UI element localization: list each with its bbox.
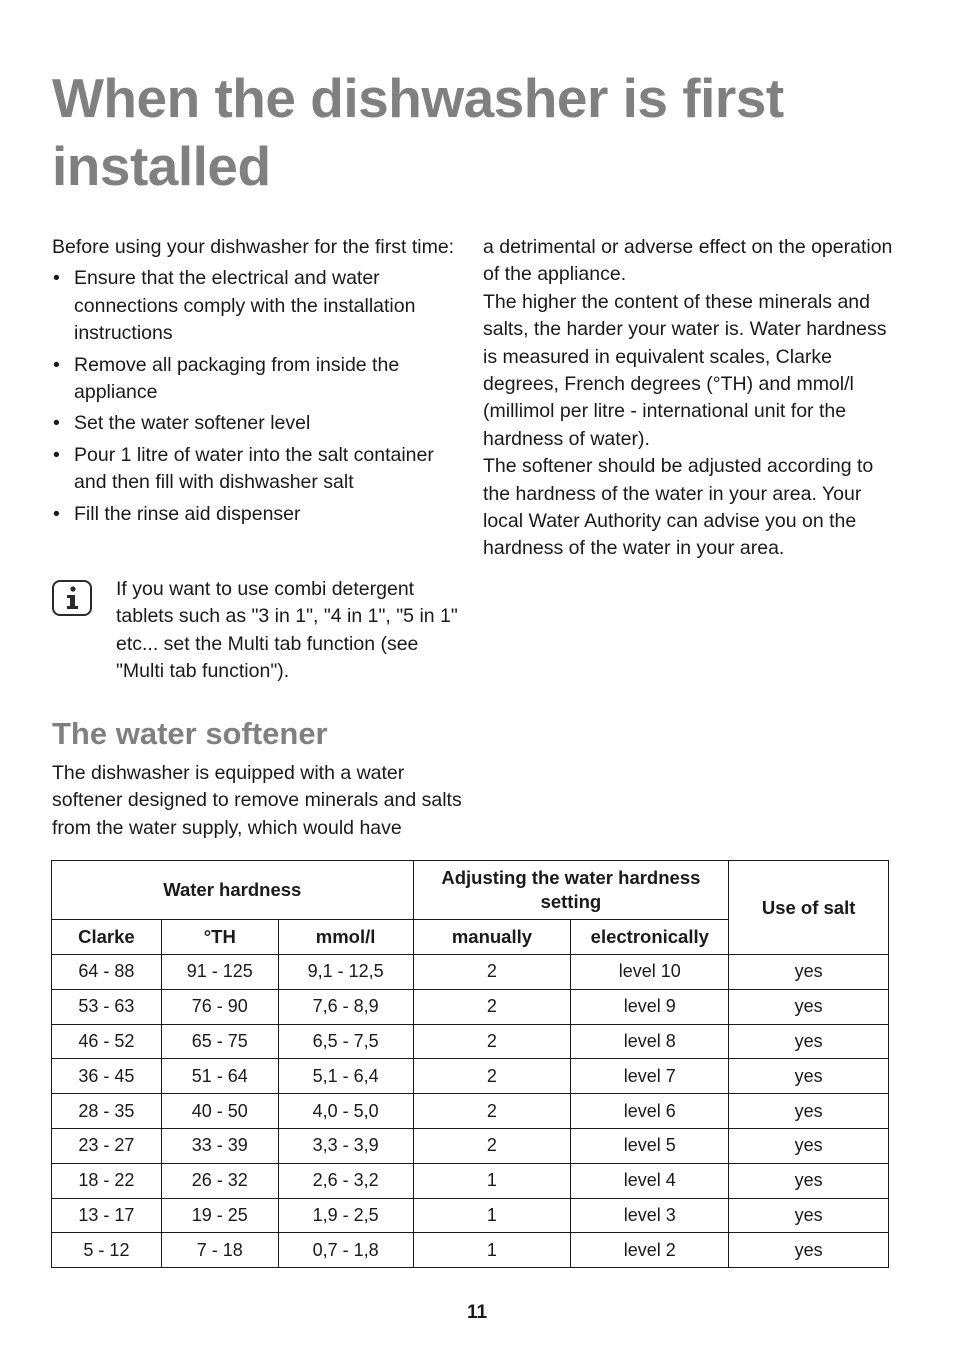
table-cell: 3,3 - 3,9 — [278, 1128, 413, 1163]
table-cell: 91 - 125 — [161, 955, 278, 990]
table-cell: level 6 — [571, 1094, 729, 1129]
header-adjusting: Adjusting the water hardness setting — [413, 861, 729, 920]
table-cell: yes — [729, 1163, 889, 1198]
table-cell: yes — [729, 1094, 889, 1129]
list-item: • Ensure that the electrical and water connections comply with the installation instructions — [53, 267, 416, 345]
table-cell: 1,9 - 2,5 — [278, 1198, 413, 1233]
table-cell: level 10 — [571, 955, 729, 990]
table-cell: 76 - 90 — [161, 989, 278, 1024]
bullet-icon: • — [53, 267, 60, 290]
table-cell: level 4 — [571, 1163, 729, 1198]
info-text: If you want to use combi detergent tablets such as "3 in 1", "4 in 1", "5 in 1" etc... set the Multi tab function (see "Multi tab function"). — [116, 578, 458, 683]
paragraph: The softener should be adjusted according to the hardness of the water in your area. Your local Water Authority can advise you on the hardness of the water in your area. — [483, 455, 874, 560]
paragraph: The higher the content of these minerals and salts, the harder your water is. Water hardness is measured in equivalent scales, Clarke degrees, French degrees (°TH) and mmol/l (millimol per litre - international unit for the hardness of water). — [483, 290, 887, 450]
table-cell: 2,6 - 3,2 — [278, 1163, 413, 1198]
water-hardness-table — [51, 860, 889, 1268]
table-cell: 64 - 88 — [52, 955, 162, 990]
table-cell: 53 - 63 — [52, 989, 162, 1024]
table-row — [52, 1233, 889, 1268]
table-cell: 2 — [413, 1059, 571, 1094]
page-number: 11 — [466, 1302, 488, 1323]
list-item: • Set the water softener level — [52, 410, 462, 437]
table-row — [52, 955, 889, 990]
checklist — [52, 265, 462, 528]
table-cell: 26 - 32 — [161, 1163, 278, 1198]
table-cell: 1 — [413, 1163, 571, 1198]
header-th: °TH — [161, 920, 278, 955]
header-clarke: Clarke — [52, 920, 162, 955]
table-cell: yes — [729, 1059, 889, 1094]
table-cell: level 2 — [571, 1233, 729, 1268]
table-cell: yes — [729, 1233, 889, 1268]
table-row — [52, 989, 889, 1024]
table-cell: yes — [729, 1024, 889, 1059]
table-cell: level 3 — [571, 1198, 729, 1233]
table-cell: 13 - 17 — [52, 1198, 162, 1233]
table-cell: 40 - 50 — [161, 1094, 278, 1129]
table-cell: yes — [729, 1128, 889, 1163]
table-row — [52, 1198, 889, 1233]
intro-text: Before using your dishwasher for the first time: — [52, 236, 455, 258]
table-cell: 18 - 22 — [52, 1163, 162, 1198]
table-cell: 51 - 64 — [161, 1059, 278, 1094]
table-cell: 2 — [413, 1094, 571, 1129]
table-cell: 2 — [413, 1024, 571, 1059]
table-cell: yes — [729, 955, 889, 990]
list-item: • Pour 1 litre of water into the salt container and then fill with dishwasher salt — [53, 443, 434, 494]
paragraph: a detrimental or adverse effect on the operation of the appliance. — [483, 236, 893, 286]
table-cell: 5,1 - 6,4 — [278, 1059, 413, 1094]
table-cell: level 5 — [571, 1128, 729, 1163]
info-icon — [52, 580, 92, 616]
header-use-of-salt: Use of salt — [729, 861, 889, 955]
header-electronically: electronically — [571, 920, 729, 955]
table-cell: 1 — [413, 1233, 571, 1268]
table-cell: 2 — [413, 955, 571, 990]
table-cell: 7,6 - 8,9 — [278, 989, 413, 1024]
header-manually: manually — [413, 920, 571, 955]
table-cell: 33 - 39 — [161, 1128, 278, 1163]
table-cell: 19 - 25 — [161, 1198, 278, 1233]
table-cell: level 8 — [571, 1024, 729, 1059]
table-cell: 36 - 45 — [52, 1059, 162, 1094]
bullet-icon: • — [53, 412, 60, 435]
list-item: • Fill the rinse aid dispenser — [52, 501, 462, 528]
right-column — [483, 234, 903, 563]
table-cell: 1 — [413, 1198, 571, 1233]
softener-intro: The dishwasher is equipped with a water softener designed to remove minerals and salts from the water supply, which would have — [52, 762, 462, 839]
section-heading: The water softener — [52, 716, 328, 751]
table-cell: 6,5 - 7,5 — [278, 1024, 413, 1059]
table-row — [52, 1059, 889, 1094]
table-cell: 4,0 - 5,0 — [278, 1094, 413, 1129]
table-row — [52, 1024, 889, 1059]
bullet-icon: • — [53, 502, 60, 525]
table-cell: 46 - 52 — [52, 1024, 162, 1059]
header-water-hardness: Water hardness — [52, 861, 414, 920]
table-row — [52, 1128, 889, 1163]
table-cell: 2 — [413, 1128, 571, 1163]
table-row — [52, 1094, 889, 1129]
table-cell: 9,1 - 12,5 — [278, 955, 413, 990]
table-row — [52, 1163, 889, 1198]
bullet-icon: • — [53, 443, 60, 466]
table-cell: 7 - 18 — [161, 1233, 278, 1268]
table-cell: 5 - 12 — [52, 1233, 162, 1268]
table-cell: 23 - 27 — [52, 1128, 162, 1163]
table-cell: 28 - 35 — [52, 1094, 162, 1129]
table-cell: 2 — [413, 989, 571, 1024]
list-item: • Remove all packaging from inside the appliance — [53, 353, 400, 404]
header-mmol: mmol/l — [278, 920, 413, 955]
left-column — [52, 234, 462, 532]
table-cell: yes — [729, 1198, 889, 1233]
table-cell: level 7 — [571, 1059, 729, 1094]
table-cell: 65 - 75 — [161, 1024, 278, 1059]
table-cell: 0,7 - 1,8 — [278, 1233, 413, 1268]
table-cell: yes — [729, 989, 889, 1024]
table-cell: level 9 — [571, 989, 729, 1024]
page-title: When the dishwasher is first installed — [52, 67, 784, 197]
bullet-icon: • — [53, 353, 60, 376]
